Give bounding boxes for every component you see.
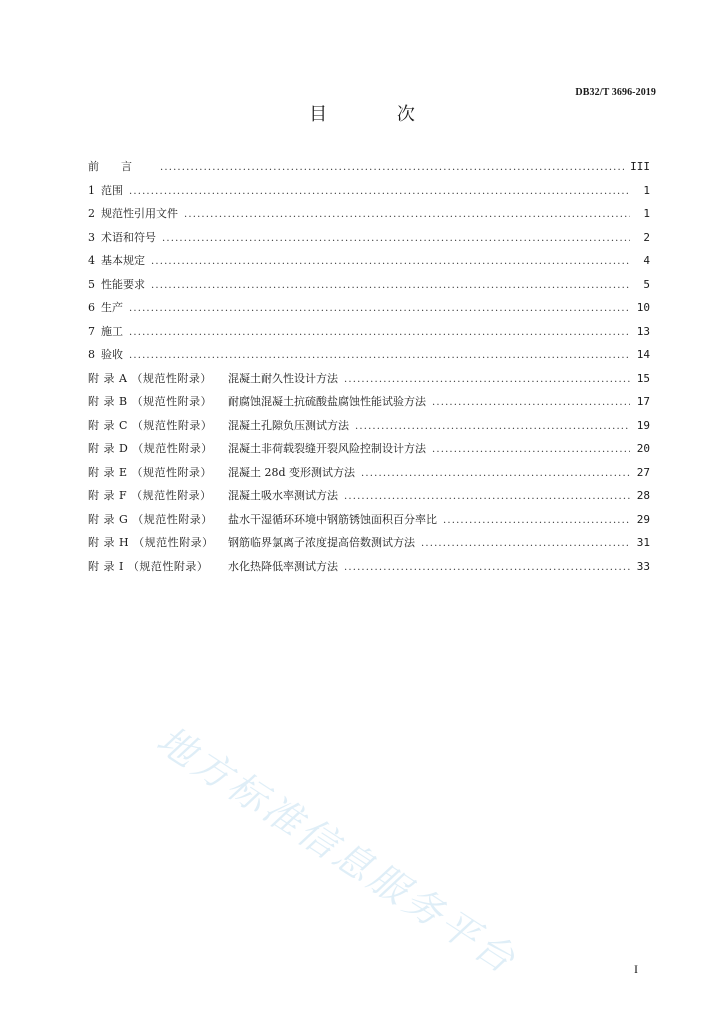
toc-entry[interactable] — [88, 320, 650, 344]
toc-leader-dots — [129, 297, 630, 321]
page-title: 目 次 — [309, 104, 447, 125]
toc-entry-label: 混凝土孔隙负压测试方法 — [228, 418, 349, 432]
toc-entry[interactable] — [88, 461, 650, 485]
toc-entry[interactable] — [88, 226, 650, 250]
toc-leader-dots — [129, 321, 630, 345]
toc-entry-page: 20 — [636, 442, 650, 455]
toc-entry-page: 29 — [636, 512, 650, 526]
toc-appendix-prefix: 附 录 C （规范性附录） — [88, 418, 213, 432]
toc-entry-number: 4 — [88, 254, 95, 267]
toc-entry-label: 施工 — [101, 324, 123, 338]
toc-entry-label: 规范性引用文件 — [101, 207, 178, 220]
toc-entry[interactable] — [88, 202, 650, 226]
toc-entry[interactable] — [88, 296, 650, 320]
toc-appendix-prefix: 附 录 I （规范性附录） — [88, 559, 209, 573]
toc-entry-label: 混凝土耐久性设计方法 — [228, 371, 338, 385]
toc-leader-dots — [355, 415, 630, 439]
toc-entry-number: 7 — [88, 324, 95, 338]
toc-entry-page: 5 — [643, 277, 650, 291]
page-number: I — [634, 962, 638, 976]
toc-entry-page: 4 — [643, 254, 650, 267]
toc-appendix-prefix: 附 录 B （规范性附录） — [88, 395, 213, 408]
toc-leader-dots — [129, 344, 630, 368]
toc-entry-number: 5 — [88, 277, 95, 291]
toc-entry[interactable] — [88, 155, 650, 179]
toc-leader-dots — [361, 462, 630, 486]
toc-appendix-prefix: 附 录 D （规范性附录） — [88, 442, 213, 455]
toc-entry-page: 10 — [636, 301, 650, 314]
toc-entry[interactable] — [88, 273, 650, 297]
toc-appendix-prefix: 附 录 H （规范性附录） — [88, 536, 214, 549]
toc-entry-label: 水化热降低率测试方法 — [228, 559, 338, 573]
toc-entry[interactable] — [88, 249, 650, 273]
document-code: DB32/T 3696-2019 — [575, 87, 656, 98]
toc-entry-page: 15 — [636, 371, 650, 385]
toc-leader-dots — [151, 274, 630, 298]
toc-leader-dots — [160, 156, 624, 180]
toc-entry-number: 6 — [88, 301, 95, 314]
toc-entry-label: 混凝土非荷载裂缝开裂风险控制设计方法 — [228, 442, 426, 455]
toc-entry-page: 1 — [643, 207, 650, 220]
toc-entry-label: 范围 — [101, 183, 123, 197]
toc-entry[interactable] — [88, 508, 650, 532]
toc-appendix-prefix: 附 录 F （规范性附录） — [88, 489, 212, 502]
toc-entry-page: III — [630, 160, 650, 173]
toc-leader-dots — [162, 227, 630, 251]
toc-entry-page: 28 — [636, 489, 650, 502]
toc-entry-page: 19 — [636, 418, 650, 432]
toc-entry-page: 33 — [636, 559, 650, 573]
toc-entry-page: 14 — [636, 348, 650, 361]
toc-leader-dots — [184, 203, 630, 227]
toc-entry-label: 混凝土吸水率测试方法 — [228, 489, 338, 502]
toc-leader-dots — [344, 368, 630, 392]
toc-leader-dots — [432, 438, 630, 462]
toc-entry-page: 13 — [636, 324, 650, 338]
toc-entry-label: 基本规定 — [101, 254, 145, 267]
toc-entry[interactable] — [88, 531, 650, 555]
toc-appendix-prefix: 附 录 G （规范性附录） — [88, 512, 213, 526]
toc-entry-label: 前言 — [88, 160, 154, 173]
toc-entry-label: 生产 — [101, 301, 123, 314]
table-of-contents — [88, 155, 650, 578]
toc-entry-number: 1 — [88, 183, 95, 197]
toc-entry-page: 2 — [643, 230, 650, 244]
toc-entry[interactable] — [88, 390, 650, 414]
toc-entry-label: 钢筋临界氯离子浓度提高倍数测试方法 — [228, 536, 415, 549]
toc-entry-label: 验收 — [101, 348, 123, 361]
toc-entry-page: 1 — [643, 183, 650, 197]
toc-leader-dots — [344, 556, 630, 580]
toc-appendix-prefix: 附 录 E （规范性附录） — [88, 465, 213, 479]
toc-entry-number: 2 — [88, 207, 95, 220]
toc-entry[interactable] — [88, 437, 650, 461]
toc-leader-dots — [432, 391, 630, 415]
toc-entry[interactable] — [88, 414, 650, 438]
toc-appendix-prefix: 附 录 A （规范性附录） — [88, 371, 212, 385]
toc-entry[interactable] — [88, 484, 650, 508]
toc-entry-label: 混凝土 28d 变形测试方法 — [228, 465, 356, 479]
toc-leader-dots — [151, 250, 630, 274]
toc-entry[interactable] — [88, 367, 650, 391]
toc-entry-label: 耐腐蚀混凝土抗硫酸盐腐蚀性能试验方法 — [228, 395, 426, 408]
toc-leader-dots — [344, 485, 630, 509]
toc-entry-label: 盐水干湿循环环境中钢筋锈蚀面积百分率比 — [228, 512, 437, 526]
toc-entry-page: 31 — [636, 536, 650, 549]
toc-entry[interactable] — [88, 179, 650, 203]
watermark: 地方标准信息服务平台 — [149, 717, 526, 984]
toc-entry-page: 27 — [636, 465, 650, 479]
toc-entry-label: 性能要求 — [101, 277, 145, 291]
toc-entry-label: 术语和符号 — [101, 230, 156, 244]
toc-entry-number: 8 — [88, 348, 95, 361]
toc-entry-number: 3 — [88, 230, 95, 244]
toc-leader-dots — [443, 509, 630, 533]
toc-leader-dots — [421, 532, 630, 556]
toc-entry[interactable] — [88, 343, 650, 367]
toc-entry-page: 17 — [636, 395, 650, 408]
toc-leader-dots — [129, 180, 630, 204]
toc-entry[interactable] — [88, 555, 650, 579]
